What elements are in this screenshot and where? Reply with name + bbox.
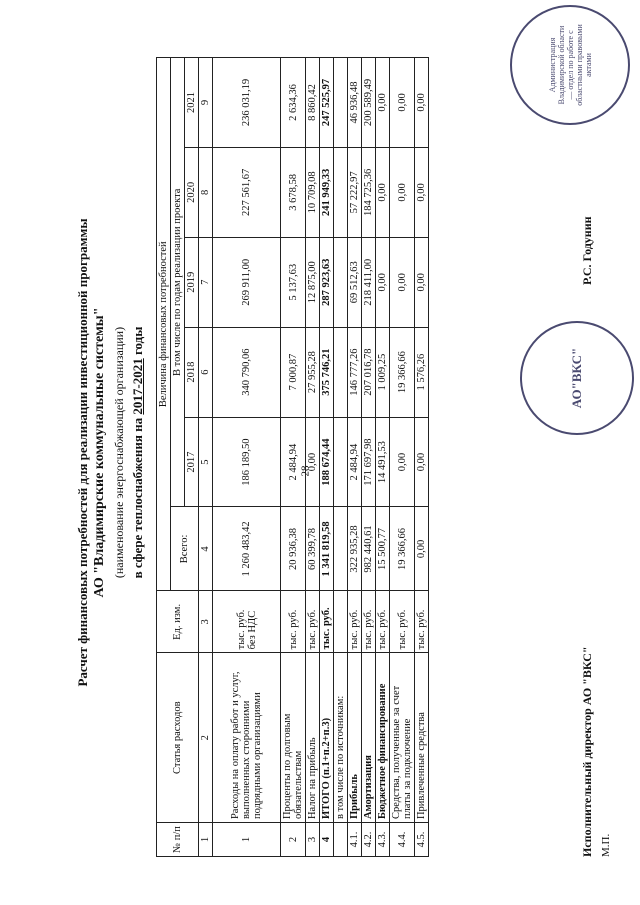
cell-unit: тыс. руб. bbox=[362, 591, 376, 653]
cell-y2021: 0,00 bbox=[376, 58, 390, 148]
cell-y2020: 227 561,67 bbox=[213, 147, 281, 237]
cell-unit: тыс. руб. bbox=[306, 591, 320, 653]
signature-position: Исполнительный директор АО "ВКС" bbox=[580, 646, 594, 857]
cell-total: 1 341 819,58 bbox=[320, 507, 334, 591]
column-index: 2 bbox=[199, 653, 213, 823]
cell-y2019: 69 512,63 bbox=[348, 237, 362, 327]
table-row bbox=[281, 58, 306, 857]
header-total: Всего: bbox=[171, 507, 199, 591]
seal-place-label: М.П. bbox=[600, 833, 612, 857]
cell-total: 15 500,77 bbox=[376, 507, 390, 591]
cell-num: 4.1. bbox=[348, 823, 362, 857]
cell-y2017: 0,00 bbox=[390, 417, 415, 507]
period-prefix: в сфере теплоснабжения на bbox=[130, 414, 145, 579]
cell-y2017: 14 491,53 bbox=[376, 417, 390, 507]
cell-item: в том числе по источникам: bbox=[334, 653, 348, 823]
cell-total: 19 366,66 bbox=[390, 507, 415, 591]
header-group-sub: В том числе по годам реализации проекта bbox=[171, 58, 185, 508]
cell-unit: тыс. руб. bbox=[281, 591, 306, 653]
doc-title-line1: Расчет финансовых потребностей для реализации инвестиционной программы bbox=[75, 218, 90, 687]
table-row bbox=[306, 58, 320, 857]
cell-y2017: 0,00 bbox=[306, 417, 320, 507]
doc-title-company: АО "Владимирские коммунальные системы" bbox=[92, 307, 107, 598]
cell-unit: тыс. руб. bbox=[390, 591, 415, 653]
table-row bbox=[320, 58, 334, 857]
cell-num: 4.5. bbox=[415, 823, 429, 857]
column-index: 8 bbox=[199, 147, 213, 237]
cell-y2018: 1 576,26 bbox=[415, 327, 429, 417]
header-num: № п/п bbox=[157, 823, 199, 857]
cell-item: ИТОГО (п.1+п.2+п.3) bbox=[320, 653, 334, 823]
cell-y2020 bbox=[334, 147, 348, 237]
table-row bbox=[334, 58, 348, 857]
admin-seal: Администрация Владимирской области — отдел по работе с областными правовыми актами bbox=[510, 5, 630, 125]
cell-item: Прибыль bbox=[348, 653, 362, 823]
cell-y2019: 0,00 bbox=[415, 237, 429, 327]
header-unit: Ед. изм. bbox=[157, 591, 199, 653]
cell-y2017: 0,00 bbox=[415, 417, 429, 507]
cell-item: Проценты по долговым обязательствам bbox=[281, 653, 306, 823]
period-years: 2017-2021 bbox=[130, 358, 145, 415]
cell-total: 60 399,78 bbox=[306, 507, 320, 591]
cell-y2020: 10 709,08 bbox=[306, 147, 320, 237]
header-year: 2021 bbox=[185, 58, 199, 148]
cell-y2021: 2 634,36 bbox=[281, 58, 306, 148]
table-row bbox=[362, 58, 376, 857]
table-row bbox=[348, 58, 362, 857]
cell-num: 4.4. bbox=[390, 823, 415, 857]
cell-total: 0,00 bbox=[415, 507, 429, 591]
cell-y2021: 200 589,49 bbox=[362, 58, 376, 148]
cell-y2020: 57 222,97 bbox=[348, 147, 362, 237]
cell-y2019: 5 137,63 bbox=[281, 237, 306, 327]
cell-y2020: 241 949,33 bbox=[320, 147, 334, 237]
cell-y2018: 7 000,87 bbox=[281, 327, 306, 417]
cell-y2018: 146 777,26 bbox=[348, 327, 362, 417]
cell-y2018: 1 009,25 bbox=[376, 327, 390, 417]
doc-title-period bbox=[130, 0, 146, 905]
cell-unit: тыс. руб. bbox=[376, 591, 390, 653]
cell-y2017: 188 674,44 bbox=[320, 417, 334, 507]
cell-unit: тыс. руб. без НДС bbox=[213, 591, 281, 653]
signature-name: Р.С. Годунин bbox=[580, 216, 594, 285]
cell-item: Привлеченные средства bbox=[415, 653, 429, 823]
cell-y2017: 171 697,98 bbox=[362, 417, 376, 507]
cell-y2019 bbox=[334, 237, 348, 327]
cell-y2018 bbox=[334, 327, 348, 417]
table-row bbox=[390, 58, 415, 857]
cell-unit bbox=[334, 591, 348, 653]
company-seal: АО"ВКС" bbox=[520, 321, 634, 435]
column-index: 4 bbox=[199, 507, 213, 591]
cell-y2018: 207 016,78 bbox=[362, 327, 376, 417]
cell-y2021: 247 525,97 bbox=[320, 58, 334, 148]
cell-num: 2 bbox=[281, 823, 306, 857]
header-year: 2017 bbox=[185, 417, 199, 507]
cell-y2019: 287 923,63 bbox=[320, 237, 334, 327]
cell-y2017 bbox=[334, 417, 348, 507]
cell-y2020: 0,00 bbox=[415, 147, 429, 237]
cell-y2020: 0,00 bbox=[390, 147, 415, 237]
cell-item: Бюджетное финансирование bbox=[376, 653, 390, 823]
cell-y2018: 19 366,66 bbox=[390, 327, 415, 417]
doc-title-caption: (наименование энергоснабжающей организации) bbox=[112, 326, 126, 579]
cell-y2019: 0,00 bbox=[390, 237, 415, 327]
cell-num: 4.2. bbox=[362, 823, 376, 857]
cell-total: 982 440,61 bbox=[362, 507, 376, 591]
page-number: 28 bbox=[299, 465, 312, 477]
cell-unit: тыс. руб. bbox=[320, 591, 334, 653]
table-row bbox=[213, 58, 281, 857]
cell-y2017: 2 484,94 bbox=[348, 417, 362, 507]
cell-unit: тыс. руб. bbox=[348, 591, 362, 653]
header-year: 2019 bbox=[185, 237, 199, 327]
cell-num: 4 bbox=[320, 823, 334, 857]
cell-num: 4.3. bbox=[376, 823, 390, 857]
cell-total bbox=[334, 507, 348, 591]
cell-y2017: 186 189,50 bbox=[213, 417, 281, 507]
cell-y2021: 0,00 bbox=[390, 58, 415, 148]
cell-total: 322 935,28 bbox=[348, 507, 362, 591]
table-row bbox=[415, 58, 429, 857]
financial-needs-table bbox=[156, 57, 429, 857]
cell-num bbox=[334, 823, 348, 857]
table-row bbox=[376, 58, 390, 857]
cell-y2019: 269 911,00 bbox=[213, 237, 281, 327]
column-index: 7 bbox=[199, 237, 213, 327]
cell-y2020: 184 725,36 bbox=[362, 147, 376, 237]
cell-total: 1 260 483,42 bbox=[213, 507, 281, 591]
cell-y2019: 0,00 bbox=[376, 237, 390, 327]
header-year: 2018 bbox=[185, 327, 199, 417]
cell-y2018: 27 955,28 bbox=[306, 327, 320, 417]
cell-y2018: 340 790,06 bbox=[213, 327, 281, 417]
cell-num: 3 bbox=[306, 823, 320, 857]
cell-num: 1 bbox=[213, 823, 281, 857]
cell-item: Амортизация bbox=[362, 653, 376, 823]
header-year: 2020 bbox=[185, 147, 199, 237]
cell-y2018: 375 746,21 bbox=[320, 327, 334, 417]
cell-item: Налог на прибыль bbox=[306, 653, 320, 823]
cell-y2021: 0,00 bbox=[415, 58, 429, 148]
cell-y2019: 12 875,00 bbox=[306, 237, 320, 327]
cell-total: 20 936,38 bbox=[281, 507, 306, 591]
cell-y2021: 236 031,19 bbox=[213, 58, 281, 148]
cell-y2019: 218 411,00 bbox=[362, 237, 376, 327]
cell-y2020: 3 678,58 bbox=[281, 147, 306, 237]
cell-y2017: 2 484,94 bbox=[281, 417, 306, 507]
header-item: Статья расходов bbox=[157, 653, 199, 823]
column-index: 3 bbox=[199, 591, 213, 653]
cell-y2021: 46 936,48 bbox=[348, 58, 362, 148]
column-index: 9 bbox=[199, 58, 213, 148]
cell-y2021 bbox=[334, 58, 348, 148]
column-index: 6 bbox=[199, 327, 213, 417]
header-group-main: Величина финансовых потребностей bbox=[157, 58, 171, 591]
period-suffix: годы bbox=[130, 326, 145, 359]
cell-unit: тыс. руб. bbox=[415, 591, 429, 653]
cell-item: Средства, полученные за счет платы за подключение bbox=[390, 653, 415, 823]
cell-item: Расходы на оплату работ и услуг, выполненных сторонними подрядными организациями bbox=[213, 653, 281, 823]
cell-y2021: 8 860,42 bbox=[306, 58, 320, 148]
column-index: 5 bbox=[199, 417, 213, 507]
cell-y2020: 0,00 bbox=[376, 147, 390, 237]
column-index: 1 bbox=[199, 823, 213, 857]
